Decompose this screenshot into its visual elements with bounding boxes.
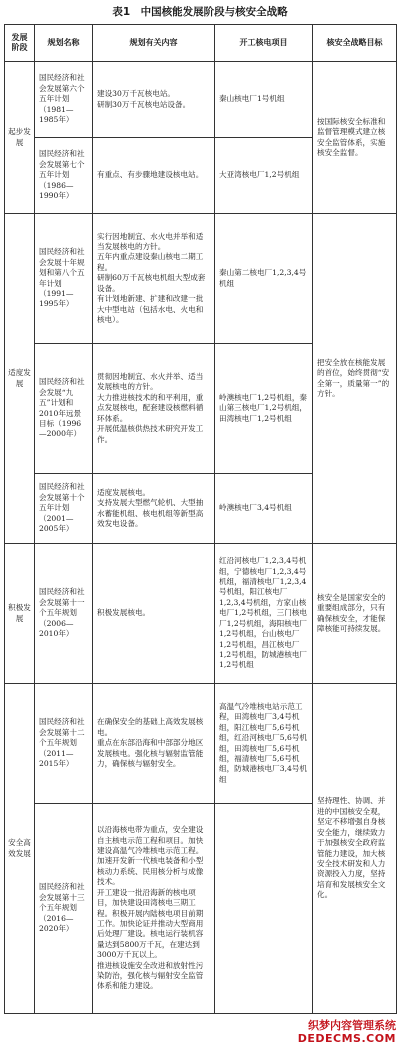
header-projects: 开工核电项目 [215,25,313,62]
table-row [5,214,397,344]
content-line: 重点在东部沿海和中部部分地区发展核电。强化核与辐射监管能力，确保核与辐射安全。 [97,738,204,769]
header-plan: 规划名称 [35,25,93,62]
content-cell [93,474,215,544]
projects-cell [215,684,313,804]
watermark-line-2: DEDECMS.COM [297,1032,396,1045]
content-line: 有重点、有步骤地建设核电站。 [97,170,204,180]
plan-cell: 国民经济和社会发展第十二个五年规划（2011—2015年） [35,684,93,804]
content-line: 推进核设施安全改进和放射性污染防治，强化核与辐射安全监管体系和能力建设。 [97,960,204,991]
project-text: 秦山核电厂1号机组 [219,94,285,104]
plan-cell: 国民经济和社会发展第十三个五年规划（2016—2020年） [35,804,93,1014]
table-header-row [5,25,397,62]
watermark-line-1: 织梦内容管理系统 [308,1019,396,1032]
content-line: 五年内重点建设秦山核电二期工程。 [97,252,204,272]
content-line: 适度发展核电。 [97,487,151,497]
plan-cell: 国民经济和社会发展第六个五年计划（1981—1985年） [35,62,93,138]
project-text: 红沿河核电厂1,2,3,4号机组，宁德核电厂1,2,3,4号机组，福清核电厂1,2,3,4号机组，阳江核电厂1,2,3,4号机组，方家山核电厂1,2号机组，三门核电厂1,2号机组，海阳核电厂1,2号机组，台山核电厂1,2号机组，昌江核电厂1,2号机组，防城港核电厂1,2号机组 [219,556,308,670]
header-stage: 发展阶段 [5,25,35,62]
content-cell [93,138,215,214]
content-line: 研制30万千瓦核电站设备。 [97,99,191,109]
project-text: 大亚湾核电厂1,2号机组 [219,170,300,180]
content-line: 积极发展核电。 [97,608,151,618]
projects-cell [215,344,313,474]
header-content: 规划有关内容 [93,25,215,62]
plan-cell: 国民经济和社会发展第十一个五年规划（2006—2010年） [35,544,93,684]
header-goal: 核安全战略目标 [313,25,397,62]
content-line: 研制60万千瓦核电机组大型成套设备。 [97,273,206,293]
goal-cell: 核安全是国家安全的重要组成部分，只有确保核安全，才能保障核能可持续发展。 [313,544,397,684]
content-cell [93,344,215,474]
projects-cell-empty [215,804,313,1014]
stage-cell: 起步发展 [5,62,35,214]
content-line: 有计划地新建、扩建和改建一批大中型电站（包括水电、火电和核电）。 [97,294,204,324]
projects-cell [215,62,313,138]
plan-cell: 国民经济和社会发展第七个五年计划（1986—1990年） [35,138,93,214]
goal-cell: 按国际核安全标准和监督管理模式建立核安全监管体系，实施核安全监督。 [313,62,397,214]
content-line: 以沿海核电带为重点，安全建设自主核电示范工程和项目。加快建设高温气冷堆核电示范工程。加速开发新一代核电装备和小型核动力系统、民用核分析与成像技术。 [97,825,204,887]
table-row [5,544,397,684]
content-line: 支持发展大型燃气轮机、大型抽水蓄能机组、核电机组等新型高效发电设备。 [97,498,204,528]
nuclear-strategy-table [4,24,397,1014]
content-cell [93,62,215,138]
content-line: 在确保安全的基础上高效发展核电。 [97,717,204,737]
plan-cell: 国民经济和社会发展“九五”计划和2010年远景目标（1996—2000年） [35,344,93,474]
project-text: 高温气冷堆核电站示范工程，田湾核电厂3,4号机组，阳江核电厂5,6号机组，红沿河核电厂5,6号机组，田湾核电厂5,6号机组，福清核电厂5,6号机组，防城港核电厂3,4号机组 [219,701,308,784]
content-line: 开展低温核供热技术研究开发工作。 [97,424,204,444]
plan-cell: 国民经济和社会发展第十个五年计划（2001—2005年） [35,474,93,544]
goal-cell: 坚持理性、协调、并进的中国核安全观，坚定不移增强自身核安全能力，继续致力于加强核安全政府监管能力建设，加大核安全技术研发和人力资源投入力度，坚持培育和发展核安全文化。 [313,684,397,1014]
projects-cell [215,474,313,544]
projects-cell [215,214,313,344]
stage-cell: 适度发展 [5,214,35,544]
stage-cell: 安全高效发展 [5,684,35,1014]
watermark [298,1019,396,1045]
project-text: 秦山第二核电厂1,2,3,4号机组 [219,268,307,288]
goal-cell: 把安全放在核能发展的首位，始终贯彻“安全第一，质量第一”的方针。 [313,214,397,544]
project-text: 岭澳核电厂1,2号机组，秦山第三核电厂1,2号机组，田湾核电厂1,2号机组 [219,392,308,423]
plan-cell: 国民经济和社会发展十年规划和第八个五年计划（1991—1995年） [35,214,93,344]
projects-cell [215,138,313,214]
table-row [5,684,397,804]
content-cell [93,684,215,804]
content-cell [93,544,215,684]
content-line: 贯彻因地制宜、水火并举、适当发展核电的方针。 [97,372,204,392]
content-line: 建设30万千瓦核电站。 [97,89,176,99]
content-cell [93,214,215,344]
content-line: 大力推进核技术的和平利用，重点发展核电，配套建设核燃料循环体系。 [97,392,204,423]
content-cell [93,804,215,1014]
table-title: 表1 中国核能发展阶段与核安全战略 [112,6,288,18]
table-row [5,62,397,138]
projects-cell [215,544,313,684]
content-line: 开工建设一批沿海新的核电项目，加快建设田湾核电三期工程。积极开展内陆核电项目前期工作。加快论证并推动大型商用后处理厂建设。核电运行装机容量达到5800万千瓦，在建达到3000万千瓦以上。 [97,887,204,960]
project-text: 岭澳核电厂3,4号机组 [219,503,292,513]
stage-cell: 积极发展 [5,544,35,684]
content-line: 实行因地制宜、水火电并举和适当发展核电的方针。 [97,231,204,252]
